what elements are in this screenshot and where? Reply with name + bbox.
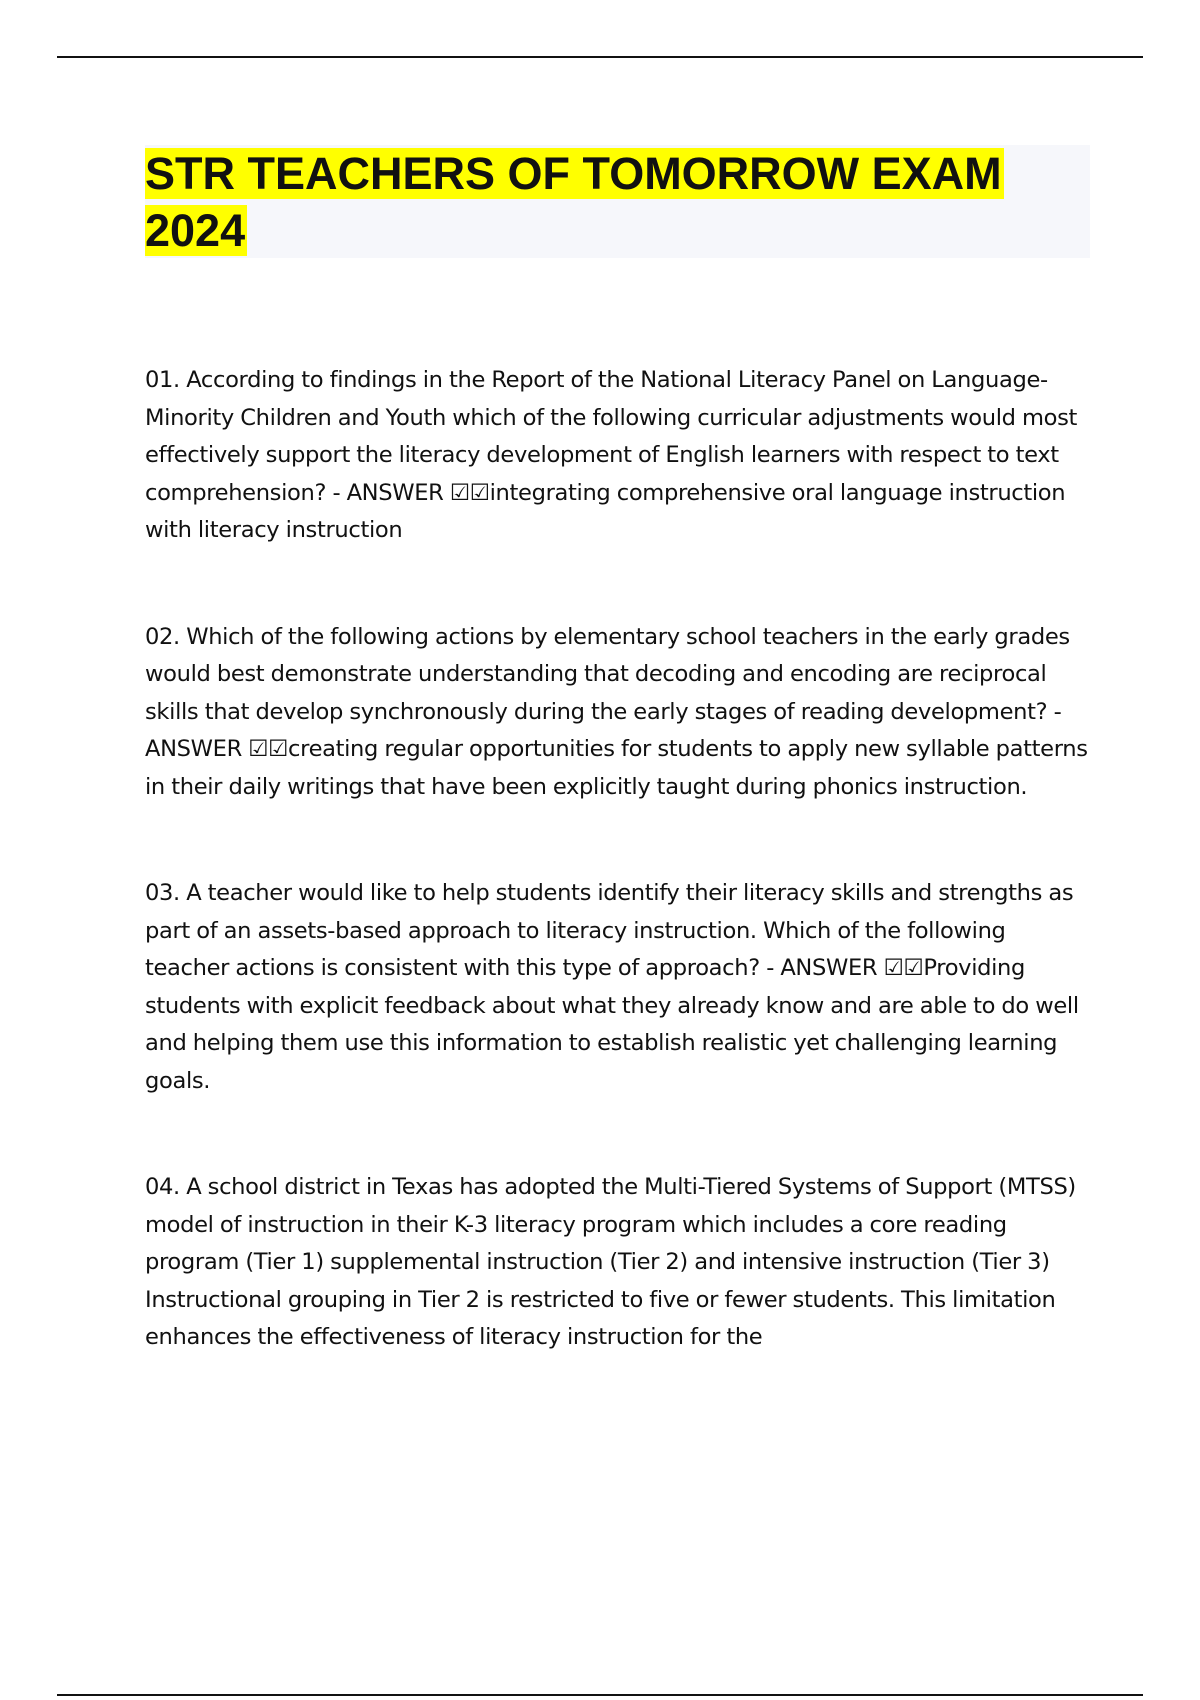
title-block — [145, 145, 1090, 258]
document-title-text: STR TEACHERS OF TOMORROW EXAM 2024 — [145, 148, 1002, 256]
header-rule — [57, 56, 1143, 58]
footer-rule — [57, 1694, 1143, 1696]
question-item-03: 03. A teacher would like to help students identify their literacy skills and strengths as part of an assets-based approach to literacy instruction. Which of the following teacher actions is consistent with this type of approach? - ANSWER ☑☑Providing students with explicit feedback about what they already know and are able to do well and helping them use this information to establish realistic yet challenging learning goals. — [145, 880, 1079, 1094]
question-item-04: 04. A school district in Texas has adopted the Multi-Tiered Systems of Support (MTSS) model of instruction in their K-3 literacy program which includes a core reading program (Tier 1) supplemental instruction (Tier 2) and intensive instruction (Tier 3) Instructional grouping in Tier 2 is restricted to five or fewer students. This limitation enhances the effectiveness of literacy instruction for the — [145, 1174, 1076, 1350]
question-item-01: 01. According to findings in the Report of the National Literacy Panel on Language-Minority Children and Youth which of the following curricular adjustments would most effectively support the literacy development of English learners with respect to text comprehension? - ANSWER ☑☑integrating comprehensive oral language instruction with literacy instruction — [145, 367, 1078, 543]
question-list — [145, 362, 1090, 1426]
question-item-02: 02. Which of the following actions by elementary school teachers in the early grades would best demonstrate understanding that decoding and encoding are reciprocal skills that develop synchronously during the early stages of reading development? - ANSWER ☑☑creating regular opportunities for students to apply new syllable patterns in their daily writings that have been explicitly taught during phonics instruction. — [145, 623, 1088, 800]
document-title — [145, 145, 1090, 259]
